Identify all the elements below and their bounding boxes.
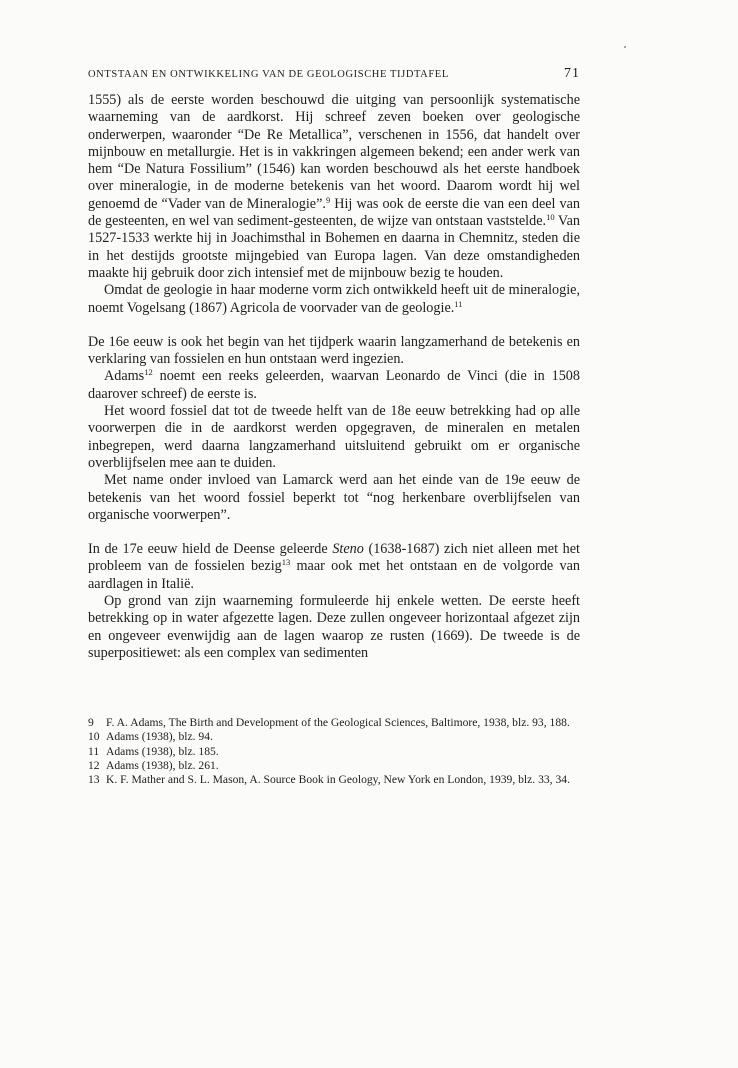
footnote: 12 Adams (1938), blz. 261. — [88, 758, 219, 772]
footnote-ref[interactable]: 11 — [454, 298, 463, 309]
footnote: 11 Adams (1938), blz. 185. — [88, 744, 219, 758]
scan-speck — [624, 46, 626, 48]
paragraph: De 16e eeuw is ook het begin van het tijdperk waarin langzamerhand de betekenis en verklaring van fossielen en hun ontstaan werd ingezien. — [88, 333, 580, 368]
footnotes — [88, 716, 580, 787]
footnote-ref[interactable]: 10 — [546, 212, 555, 223]
footnote-ref[interactable]: 12 — [144, 367, 153, 378]
page-number: 71 — [564, 66, 580, 81]
running-header — [88, 66, 580, 82]
paragraph: Omdat de geologie in haar moderne vorm zich ontwikkeld heeft uit de mineralogie, noemt Vogelsang (1867) Agricola de voorvader van de geologie.$^{11}$ — [88, 282, 580, 316]
footnote: 13 K. F. Mather and S. L. Mason, A. Source Book in Geology, New York en London, 1939, blz. 33, 34. — [88, 773, 570, 787]
footnote-ref[interactable]: 9 — [325, 194, 331, 205]
body-text — [88, 92, 580, 662]
footnote: 9 F. A. Adams, The Birth and Development of the Geological Sciences, Baltimore, 1938, blz. 93, 188. — [88, 716, 570, 730]
book-page — [88, 66, 580, 787]
running-title: ONTSTAAN EN ONTWIKKELING VAN DE GEOLOGISCHE TIJDTAFEL — [88, 69, 449, 80]
paragraph: 1555) als de eerste worden beschouwd die uitging van persoonlijk systematische waarneming van de aardkorst. Hij schreef zeven boeken over geologische onderwerpen, waaronder “De Re Metallica”, verschenen in 1556, dat handelt over mijnbouw en metallurgie. Het is in vakkringen algemeen bekend; een ander werk van hem “De Natura Fossilium” (1546) kan worden beschouwd als het eerste handboek over mineralogie, in de moderne betekenis van het woord. Daarom wordt hij wel genoemd de “Vader van de Mineralogie”.$^9$ Hij was ook de eerste die van een deel van de gesteenten, en wel van sediment-gesteenten, de wijze van ontstaan vaststelde.$^{10}$ Van 1527-1533 werkte hij in Joachimsthal in Bohemen en daarna in Chemnitz, steden die in het destijds grootste mijngebied van Europa lagen. Van deze omstandigheden maakte hij gebruik door zich intensief met de mijnbouw bezig te houden. — [88, 92, 580, 281]
footnote-ref[interactable]: 13 — [281, 557, 291, 568]
footnote: 10 Adams (1938), blz. 94. — [88, 730, 213, 744]
paragraph: Met name onder invloed van Lamarck werd aan het einde van de 19e eeuw de betekenis van het woord fossiel beperkt tot “nog herkenbare overblijfselen van organische voorwerpen”. — [88, 472, 580, 523]
paragraph: Op grond van zijn waarneming formuleerde hij enkele wetten. De eerste heeft betrekking op in water afgezette lagen. Deze zullen ongeveer horizontaal afgezet zijn en ongeveer evenwijdig aan de lagen waarop ze rusten (1669). De tweede is de superpositiewet: als een complex van sedimenten — [88, 593, 580, 661]
paragraph: Adams$^{12}$ noemt een reeks geleerden, waarvan Leonardo de Vinci (die in 1508 daarover schreef) de eerste is. — [88, 367, 580, 402]
paragraph: Het woord fossiel dat tot de tweede helft van de 18e eeuw betrekking had op alle voorwerpen die in de aardkorst werden opgegraven, de mineralen en metalen inbegrepen, werd daarna langzamerhand uitsluitend gebruikt om er organische overblijfselen mee aan te duiden. — [88, 403, 580, 471]
paragraph: In de 17e eeuw hield de Deense geleerde Steno (1638-1687) zich niet alleen met het probleem van de fossielen bezig$^{13}$ maar ook met het ontstaan en de volgorde van aardlagen in Italië. — [88, 541, 580, 592]
